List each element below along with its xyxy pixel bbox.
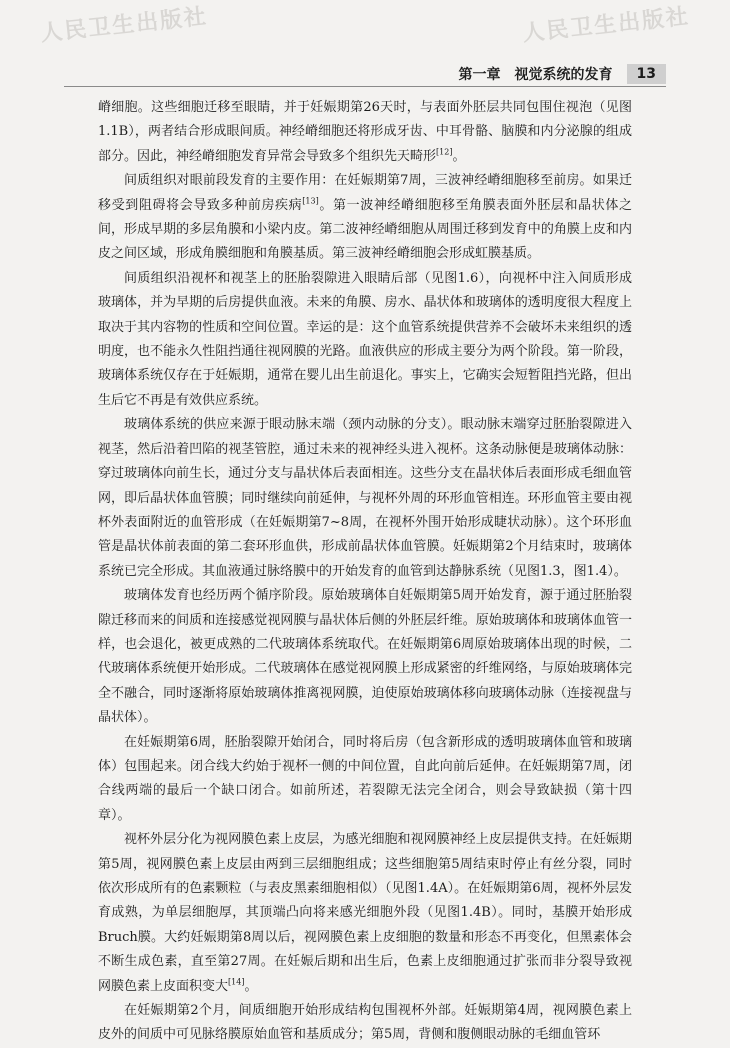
page-number: 13 — [627, 64, 666, 84]
paragraph-tail: 。 — [244, 978, 258, 994]
paragraph — [98, 413, 632, 584]
paragraph-text: 玻璃体系统的供应来源于眼动脉末端（颈内动脉的分支）。眼动脉末端穿过胚胎裂隙进入视茎，然后沿着凹陷的视茎管腔，通过未来的视神经头进入视杯。这条动脉便是玻璃体动脉：穿过玻璃体向前生长，通过分支与晶状体后表面相连。这些分支在晶状体后表面形成毛细血管网，即后晶状体血管膜；同时继续向前延伸，与视杯外周的环形血管相连。环形血管主要由视杯外表面附近的血管形成（在妊娠期第7~8周，在视杯外围开始形成睫状动脉）。这个环形血管是晶状体前表面的第二套环形血供，形成前晶状体血管膜。妊娠期第2个月结束时，玻璃体系统已完全形成。其血液通过脉络膜中的开始发育的血管到达静脉系统（见图1.3，图1.4）。 — [98, 417, 632, 579]
paragraph — [98, 828, 632, 999]
paragraph-text: 玻璃体发育也经历两个循序阶段。原始玻璃体自妊娠期第5周开始发育，源于通过胚胎裂隙迁移而来的间质和连接感觉视网膜与晶状体后侧的外胚层纤维。原始玻璃体和玻璃体血管一样，也会退化，被更成熟的二代玻璃体系统取代。在妊娠期第6周原始玻璃体出现的时候，二代玻璃体系统便开始形成。二代玻璃体在感觉视网膜上形成紧密的纤维网络，与原始玻璃体完全不融合，同时逐渐将原始玻璃体推离视网膜，迫使原始玻璃体移向玻璃体动脉（连接视盘与晶状体）。 — [98, 588, 632, 726]
paragraph-text: 嵴细胞。这些细胞迁移至眼睛，并于妊娠期第26天时，与表面外胚层共同包围住视泡（见图1.1B），两者结合形成眼间质。神经嵴细胞还将形成牙齿、中耳骨骼、脑膜和内分泌腺的组成部分。因此，神经嵴细胞发育异常会导致多个组织先天畸形 — [98, 100, 632, 164]
paragraph-text: 间质组织对眼前段发育的主要作用：在妊娠期第7周，三波神经嵴细胞移至前房。如果迁移受到阻碍将会导致多种前房疾病 — [98, 173, 632, 213]
paragraph — [98, 584, 632, 730]
chapter-title: 第一章 视觉系统的发育 — [458, 67, 613, 83]
running-header — [64, 62, 666, 87]
body-text — [98, 96, 632, 1043]
paragraph — [98, 169, 632, 267]
paragraph-text: 在妊娠期第2个月，间质细胞开始形成结构包围视杯外部。妊娠期第4周，视网膜色素上皮外的间质中可见脉络膜原始血管和基质成分；第5周，背侧和腹侧眼动脉的毛细血管环 — [98, 1003, 632, 1043]
paragraph-text: 间质组织沿视杯和视茎上的胚胎裂隙进入眼睛后部（见图1.6），向视杯中注入间质形成玻璃体，并为早期的后房提供血液。未来的角膜、房水、晶状体和玻璃体的透明度很大程度上取决于其内容物的性质和空间位置。幸运的是：这个血管系统提供营养不会破坏未来组织的透明度，也不能永久性阻挡通往视网膜的光路。血液供应的形成主要分为两个阶段。第一阶段，玻璃体系统仅存在于妊娠期，通常在婴儿出生前退化。事实上，它确实会短暂阻挡光路，但出生后它不再是有效供应系统。 — [98, 270, 632, 408]
watermark-text: 人民卫生出版社 — [39, 4, 210, 47]
watermark-text: 人民卫生出版社 — [521, 4, 692, 47]
paragraph-tail: 。 — [452, 148, 466, 164]
paragraph — [98, 999, 632, 1048]
citation: [13] — [302, 196, 319, 206]
paragraph — [98, 267, 632, 413]
citation: [12] — [436, 147, 453, 157]
paragraph-text: 在妊娠期第6周，胚胎裂隙开始闭合，同时将后房（包含新形成的透明玻璃体血管和玻璃体）包围起来。闭合线大约始于视杯一侧的中间位置，自此向前后延伸。在妊娠期第7周，闭合线两端的最后一个缺口闭合。如前所述，若裂隙无法完全闭合，则会导致缺损（第十四章）。 — [98, 734, 632, 823]
paragraph — [98, 96, 632, 169]
paragraph — [98, 731, 632, 829]
watermark — [39, 4, 692, 47]
paragraph-tail: 。第一波神经嵴细胞移至角膜表面外胚层和晶状体之间，形成早期的多层角膜和小梁内皮。第二波神经嵴细胞从周围迁移到发育中的角膜上皮和内皮之间区域，形成角膜细胞和角膜基质。第三波神经嵴细胞会形成虹膜基质。 — [98, 197, 632, 262]
paragraph-text: 视杯外层分化为视网膜色素上皮层，为感光细胞和视网膜神经上皮层提供支持。在妊娠期第5周，视网膜色素上皮层由两到三层细胞组成；这些细胞第5周结束时停止有丝分裂，同时依次形成所有的色素颗粒（与表皮黑素细胞相似）（见图1.4A）。在妊娠期第6周，视杯外层发育成熟，为单层细胞厚，其顶端凸向将来感光细胞外段（见图1.4B）。同时，基膜开始形成Bruch膜。大约妊娠期第8周以后，视网膜色素上皮细胞的数量和形态不再变化，但黑素体会不断生成色素，直至第27周。在妊娠后期和出生后，色素上皮细胞通过扩张而非分裂导致视网膜色素上皮面积变大 — [98, 832, 632, 994]
citation: [14] — [228, 977, 245, 987]
